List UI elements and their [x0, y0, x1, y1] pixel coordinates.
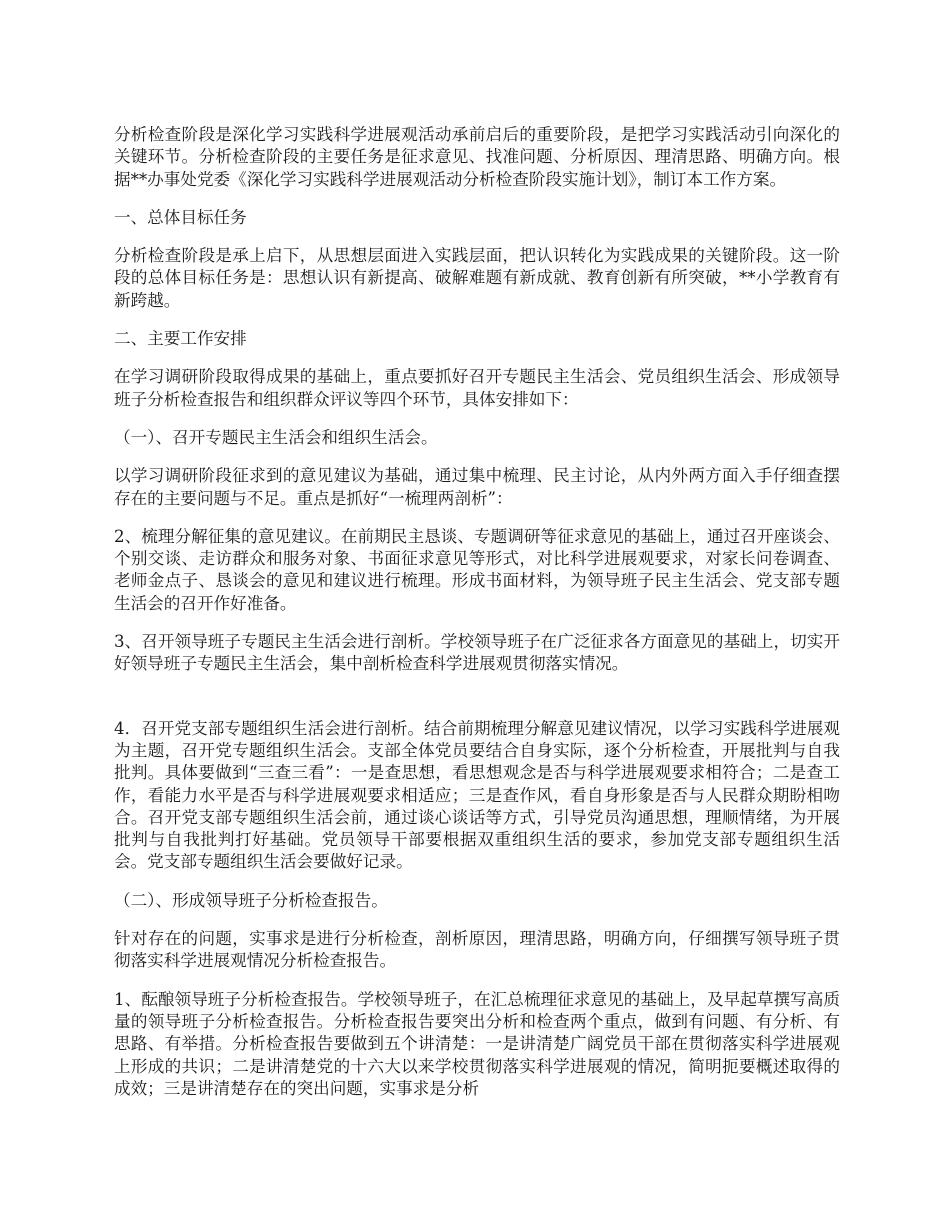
document-body: [114, 124, 840, 1116]
intro-paragraph: 分析检查阶段是深化学习实践科学进展观活动承前启后的重要阶段，是把学习实践活动引向深化的关键环节。分析检查阶段的主要任务是征求意见、找准问题、分析原因、理清思路、明确方向。根据**办事处党委《深化学习实践科学进展观活动分析检查阶段实施计划》，制订本工作方案。: [114, 125, 840, 189]
section-heading-2: 二、主要工作安排: [114, 329, 247, 349]
section-2-intro-paragraph: 在学习调研阶段取得成果的基础上，重点要抓好召开专题民主生活会、党员组织生活会、形成领导班子分析检查报告和组织群众评议等四个环节，具体安排如下：: [114, 367, 840, 409]
subsection-heading-2: （二）、形成领导班子分析检查报告。: [114, 890, 388, 910]
subsection-heading-1: （一）、召开专题民主生活会和组织生活会。: [114, 427, 438, 447]
section-heading-1: 一、总体目标任务: [114, 207, 247, 227]
item-3-paragraph: 3、召开领导班子专题民主生活会进行剖析。学校领导班子在广泛征求各方面意见的基础上，切实开好领导班子专题民主生活会，集中剖析检查科学进展观贯彻落实情况。: [114, 632, 840, 674]
paragraph-gap: [114, 692, 840, 718]
item-2-paragraph: 2、梳理分解征集的意见建议。在前期民主恳谈、专题调研等征求意见的基础上，通过召开座谈会、个别交谈、走访群众和服务对象、书面征求意见等形式，对比科学进展观要求，对家长问卷调查、老师金点子、恳谈会的意见和建议进行梳理。形成书面材料，为领导班子民主生活会、党支部专题生活会的召开作好准备。: [114, 526, 840, 613]
subsection-1-intro-paragraph: 以学习调研阶段征求到的意见建议为基础，通过集中梳理、民主讨论，从内外两方面入手仔细查摆存在的主要问题与不足。重点是抓好“一梳理两剖析”：: [114, 466, 840, 508]
section-1-paragraph: 分析检查阶段是承上启下，从思想层面进入实践层面，把认识转化为实践成果的关键阶段。这一阶段的总体目标任务是：思想认识有新提高、破解难题有新成就、教育创新有所突破，**小学教育有新跨越。: [114, 246, 840, 310]
subsection-2-intro-paragraph: 针对存在的问题，实事求是进行分析检查，剖析原因，理清思路，明确方向，仔细撰写领导班子贯彻落实科学进展观情况分析检查报告。: [114, 929, 840, 971]
subsection-2-item-1-paragraph: 1、酝酿领导班子分析检查报告。学校领导班子，在汇总梳理征求意见的基础上，及早起草撰写高质量的领导班子分析检查报告。分析检查报告要突出分析和检查两个重点，做到有问题、有分析、有思路、有举措。分析检查报告要做到五个讲清楚：一是讲清楚广阔党员干部在贯彻落实科学进展观上形成的共识；二是讲清楚党的十六大以来学校贯彻落实科学进展观的情况，简明扼要概述取得的成效；三是讲清楚存在的突出问题，实事求是分析: [114, 989, 840, 1098]
item-4-paragraph: 4．召开党支部专题组织生活会进行剖析。结合前期梳理分解意见建议情况，以学习实践科学进展观为主题，召开党专题组织生活会。支部全体党员要结合自身实际，逐个分析检查，开展批判与自我批判。具体要做到“三查三看”：一是查思想，看思想观念是否与科学进展观要求相符合；二是查工作，看能力水平是否与科学进展观要求相适应；三是查作风，看自身形象是否与人民群众期盼相吻合。召开党支部专题组织生活会前，通过谈心谈话等方式，引导党员沟通思想，理顺情绪，为开展批判与自我批判打好基础。党员领导干部要根据双重组织生活的要求，参加党支部专题组织生活会。党支部专题组织生活会要做好记录。: [114, 718, 840, 872]
